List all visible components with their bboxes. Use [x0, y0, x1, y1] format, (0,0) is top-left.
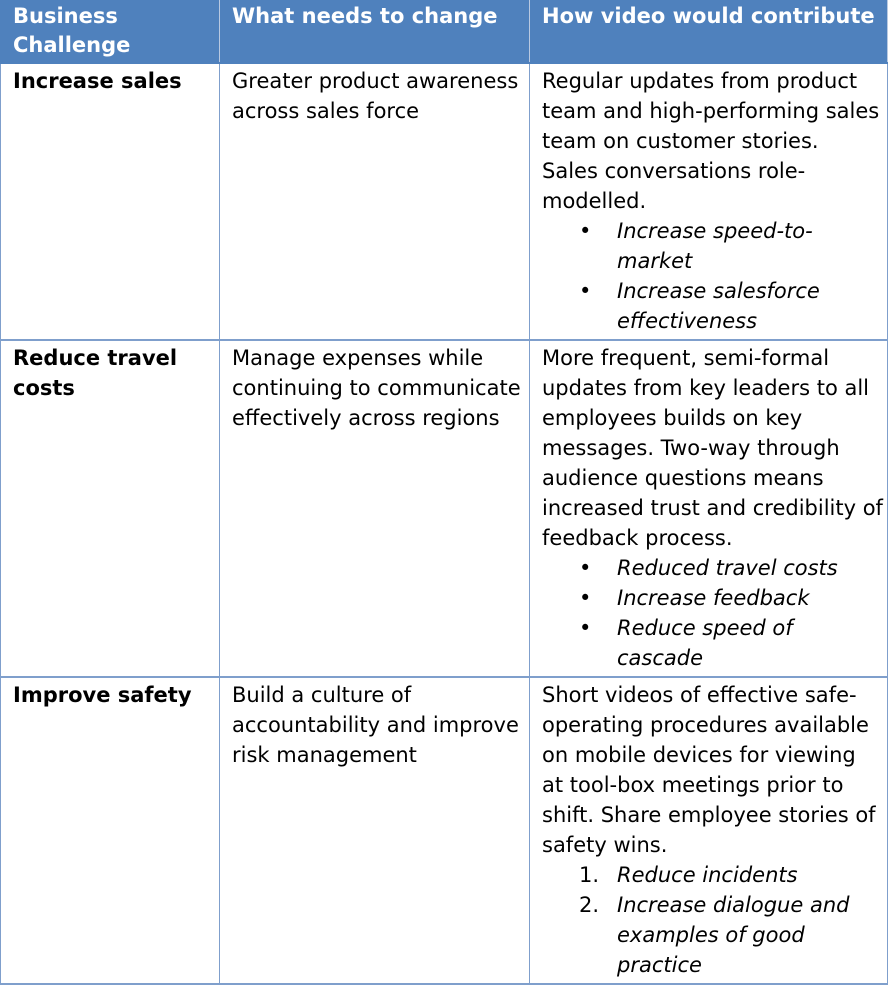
- list-item-text: Reduce speed of cascade: [617, 616, 793, 670]
- outcome-list: [542, 553, 883, 673]
- row-change-cell: Manage expenses while continuing to communicate effectively across regions: [220, 340, 530, 677]
- row-change-cell: Greater product awareness across sales force: [220, 63, 530, 340]
- outcome-list: [542, 860, 883, 980]
- bullet-marker: •: [579, 556, 592, 580]
- contribution-paragraph: More frequent, semi-formal updates from key leaders to all employees builds on key messages. Two-way through audience questions means increased trust and credibility of feedback process.: [542, 346, 883, 550]
- row-challenge-cell: Increase sales: [1, 63, 220, 340]
- contribution-paragraph: Short videos of effective safe-operating procedures available on mobile devices for viewing at tool-box meetings prior to shift. Share employee stories of safety wins.: [542, 683, 876, 857]
- list-item-text: Reduce incidents: [617, 863, 798, 887]
- bullet-marker: •: [579, 219, 592, 243]
- list-item-text: Increase feedback: [617, 586, 810, 610]
- list-item: [579, 553, 883, 583]
- outcome-list: [542, 216, 883, 336]
- row-challenge-cell: Improve safety: [1, 677, 220, 984]
- number-marker: 1.: [579, 863, 600, 887]
- list-item: [579, 860, 883, 890]
- bullet-marker: •: [579, 616, 592, 640]
- number-marker: 2.: [579, 893, 600, 917]
- bullet-marker: •: [579, 279, 592, 303]
- table-row: [1, 677, 888, 984]
- contribution-paragraph: Regular updates from product team and high-performing sales team on customer stories.: [542, 69, 880, 153]
- list-item: [579, 613, 883, 673]
- list-item: [579, 276, 883, 336]
- header-row: [1, 0, 888, 63]
- header-how-video-would-contribute: How video would contribute: [530, 0, 888, 63]
- list-item-text: Increase dialogue and examples of good practice: [617, 893, 850, 977]
- table-header: [1, 0, 888, 63]
- list-item-text: Increase speed-to-market: [617, 219, 813, 273]
- table-row: [1, 340, 888, 677]
- list-item: [579, 216, 883, 276]
- list-item: [579, 890, 883, 980]
- row-contribution-cell: [530, 677, 888, 984]
- bullet-marker: •: [579, 586, 592, 610]
- table-row: [1, 63, 888, 340]
- header-business-challenge: Business Challenge: [1, 0, 220, 63]
- row-contribution-cell: [530, 340, 888, 677]
- table-body: [1, 63, 888, 984]
- row-contribution-cell: [530, 63, 888, 340]
- row-challenge-cell: Reduce travel costs: [1, 340, 220, 677]
- row-change-cell: Build a culture of accountability and improve risk management: [220, 677, 530, 984]
- list-item-text: Increase salesforce effectiveness: [617, 279, 820, 333]
- contribution-paragraph: Sales conversations role-modelled.: [542, 159, 806, 213]
- list-item-text: Reduced travel costs: [617, 556, 838, 580]
- list-item: [579, 583, 883, 613]
- header-what-needs-to-change: What needs to change: [220, 0, 530, 63]
